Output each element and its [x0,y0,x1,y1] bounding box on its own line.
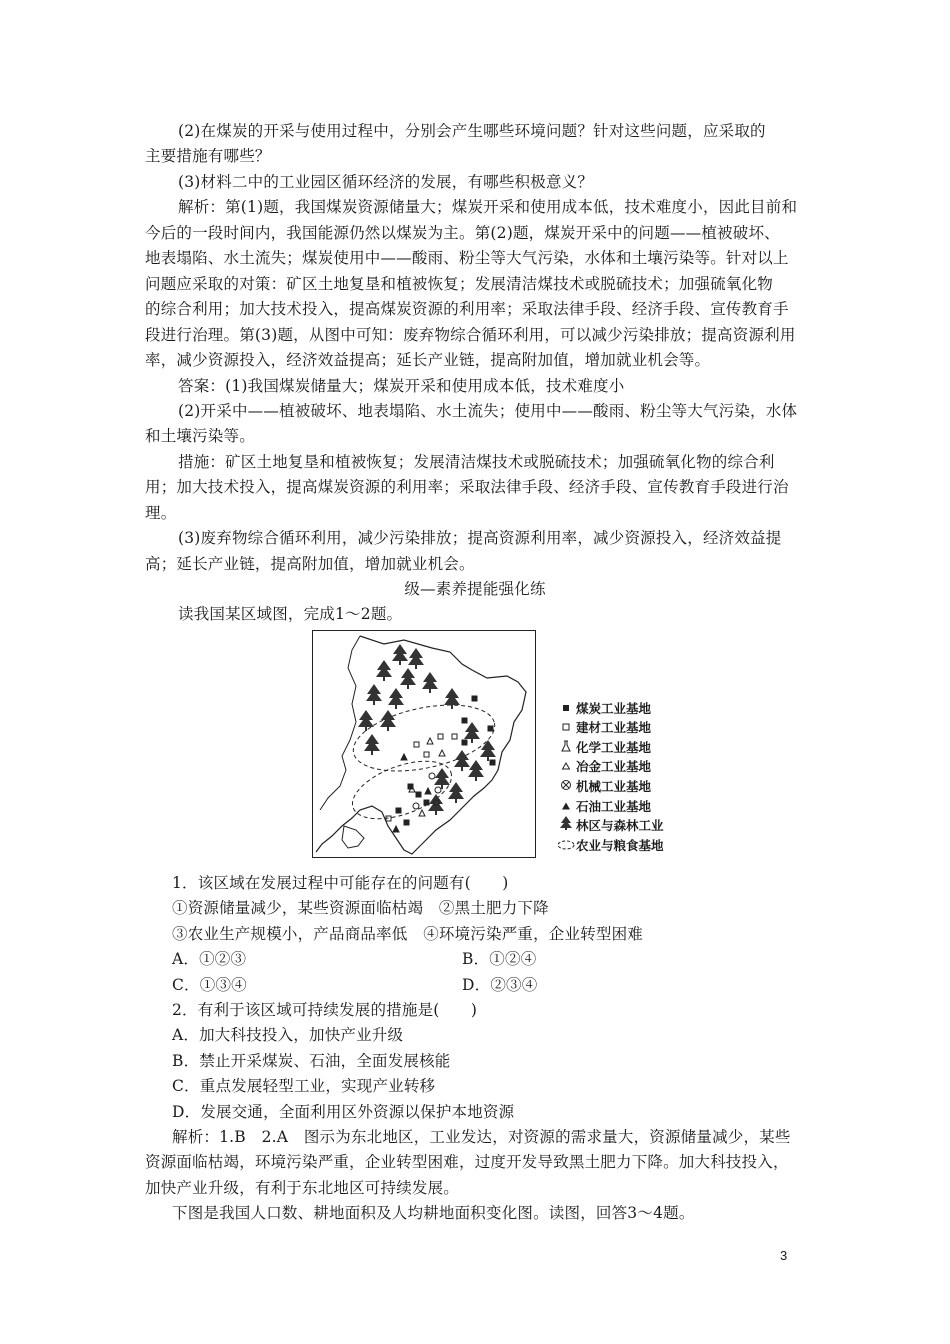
answer-line: 和土壤污染等。 [145,427,255,445]
legend-item: 煤炭工业基地 [556,698,664,718]
answer-line: 用；加大技术投入，提高煤炭资源的利用率；采取法律手段、经济手段、宣传教育手段进行治 [145,478,789,496]
hollow-square-icon [556,718,576,738]
legend-item: 林区与森林工业 [556,816,664,836]
text-line: (2)在煤炭的开采与使用过程中，分别会产生哪些环境问题？针对这些问题，应采取的 [178,122,766,140]
flask-icon [556,738,576,758]
tree-icon [556,816,576,836]
filled-triangle-icon [556,797,576,817]
choice-a: A．加大科技投入，加快产业升级 [172,1026,404,1044]
answer-line: (3)废弃物综合循环利用，减少污染排放；提高资源利用率，减少资源投入，经济效益提 [178,529,782,547]
choice-d: D．发展交通，全面利用区外资源以保护本地资源 [172,1103,515,1121]
analysis-line: 解析：第(1)题，我国煤炭资源储量大；煤炭开采和使用成本低，技术难度小，因此目前和 [178,198,798,216]
answer-line: 答案：(1)我国煤炭储量大；煤炭开采和使用成本低，技术难度小 [178,377,625,395]
analysis-line: 今后的一段时间内，我国能源仍然以煤炭为主。第(2)题，煤炭开采中的问题——植被破坏、 [145,224,780,242]
dashed-ellipse-icon [556,836,576,856]
analysis-line: 加快产业升级，有利于东北地区可持续发展。 [145,1179,460,1197]
legend-item: 农业与粮食基地 [556,835,664,855]
question-2: 2．有利于该区域可持续发展的措施是( ) [172,1001,478,1019]
legend-item: 冶金工业基地 [556,757,664,777]
northeast-china-map [312,630,536,858]
choice-c: C．重点发展轻型工业，实现产业转移 [172,1077,436,1095]
question-1: 1．该区域在发展过程中可能存在的问题有( ) [172,874,509,892]
choice-c: C．①③④ [172,976,247,994]
legend-item: 石油工业基地 [556,796,664,816]
choice-b: B．禁止开采煤炭、石油，全面发展核能 [172,1052,451,1070]
question-intro: 下图是我国人口数、耕地面积及人均耕地面积变化图。读图，回答3～4题。 [172,1204,695,1222]
coal-square-icon [556,699,576,719]
answer-line: (2)开采中——植被破坏、地表塌陷、水土流失；使用中——酸雨、粉尘等大气污染，水体 [178,402,798,420]
analysis-line: 段进行治理。第(3)题，从图中可知：废弃物综合循环利用，可以减少污染排放；提高资源利用 [145,326,796,344]
legend-item: 化学工业基地 [556,737,664,757]
answer-line: 高；延长产业链，提高附加值，增加就业机会。 [145,555,475,573]
text-line: (3)材料二中的工业园区循环经济的发展，有哪些积极意义？ [178,173,594,191]
analysis-line: 资源面临枯竭，环境污染严重，企业转型困难，过度开发导致黑土肥力下降。加大科技投入， [145,1153,789,1171]
section-heading: 级—素养提能强化练 [404,580,546,598]
analysis-line: 地表塌陷、水土流失；煤炭使用中——酸雨、粉尘等大气污染，水体和土壤污染等。针对以上 [145,249,789,267]
question-intro: 读我国某区域图，完成1～2题。 [178,605,403,623]
analysis-line: 率，减少资源投入，经济效益提高；延长产业链，提高附加值，增加就业机会等。 [145,351,711,369]
choice-a: A．①②③ [172,950,247,968]
page-number: 3 [780,1248,788,1263]
hollow-triangle-icon [556,757,576,777]
map-legend [556,698,664,855]
choice-d: D．②③④ [462,976,538,994]
gear-circle-icon [556,777,576,797]
choice-b: B．①②④ [462,950,537,968]
legend-item: 建材工业基地 [556,718,664,738]
option-line: ③农业生产规模小，产品商品率低 ④环境污染严重，企业转型困难 [172,925,644,943]
text-line: 主要措施有哪些？ [145,147,271,165]
answer-line: 理。 [145,504,177,522]
answer-line: 措施：矿区土地复垦和植被恢复；发展清洁煤技术或脱硫技术；加强硫氧化物的综合利 [178,453,775,471]
analysis-line: 的综合利用；加大技术投入，提高煤炭资源的利用率；采取法律手段、经济手段、宣传教育手 [145,300,789,318]
option-line: ①资源储量减少，某些资源面临枯竭 ②黑土肥力下降 [172,899,549,917]
analysis-line: 解析：1.B 2.A 图示为东北地区，工业发达，对资源的需求量大，资源储量减少，某些 [172,1128,791,1146]
analysis-line: 问题应采取的对策：矿区土地复垦和植被恢复；发展清洁煤技术或脱硫技术；加强硫氧化物 [145,275,774,293]
legend-item: 机械工业基地 [556,776,664,796]
